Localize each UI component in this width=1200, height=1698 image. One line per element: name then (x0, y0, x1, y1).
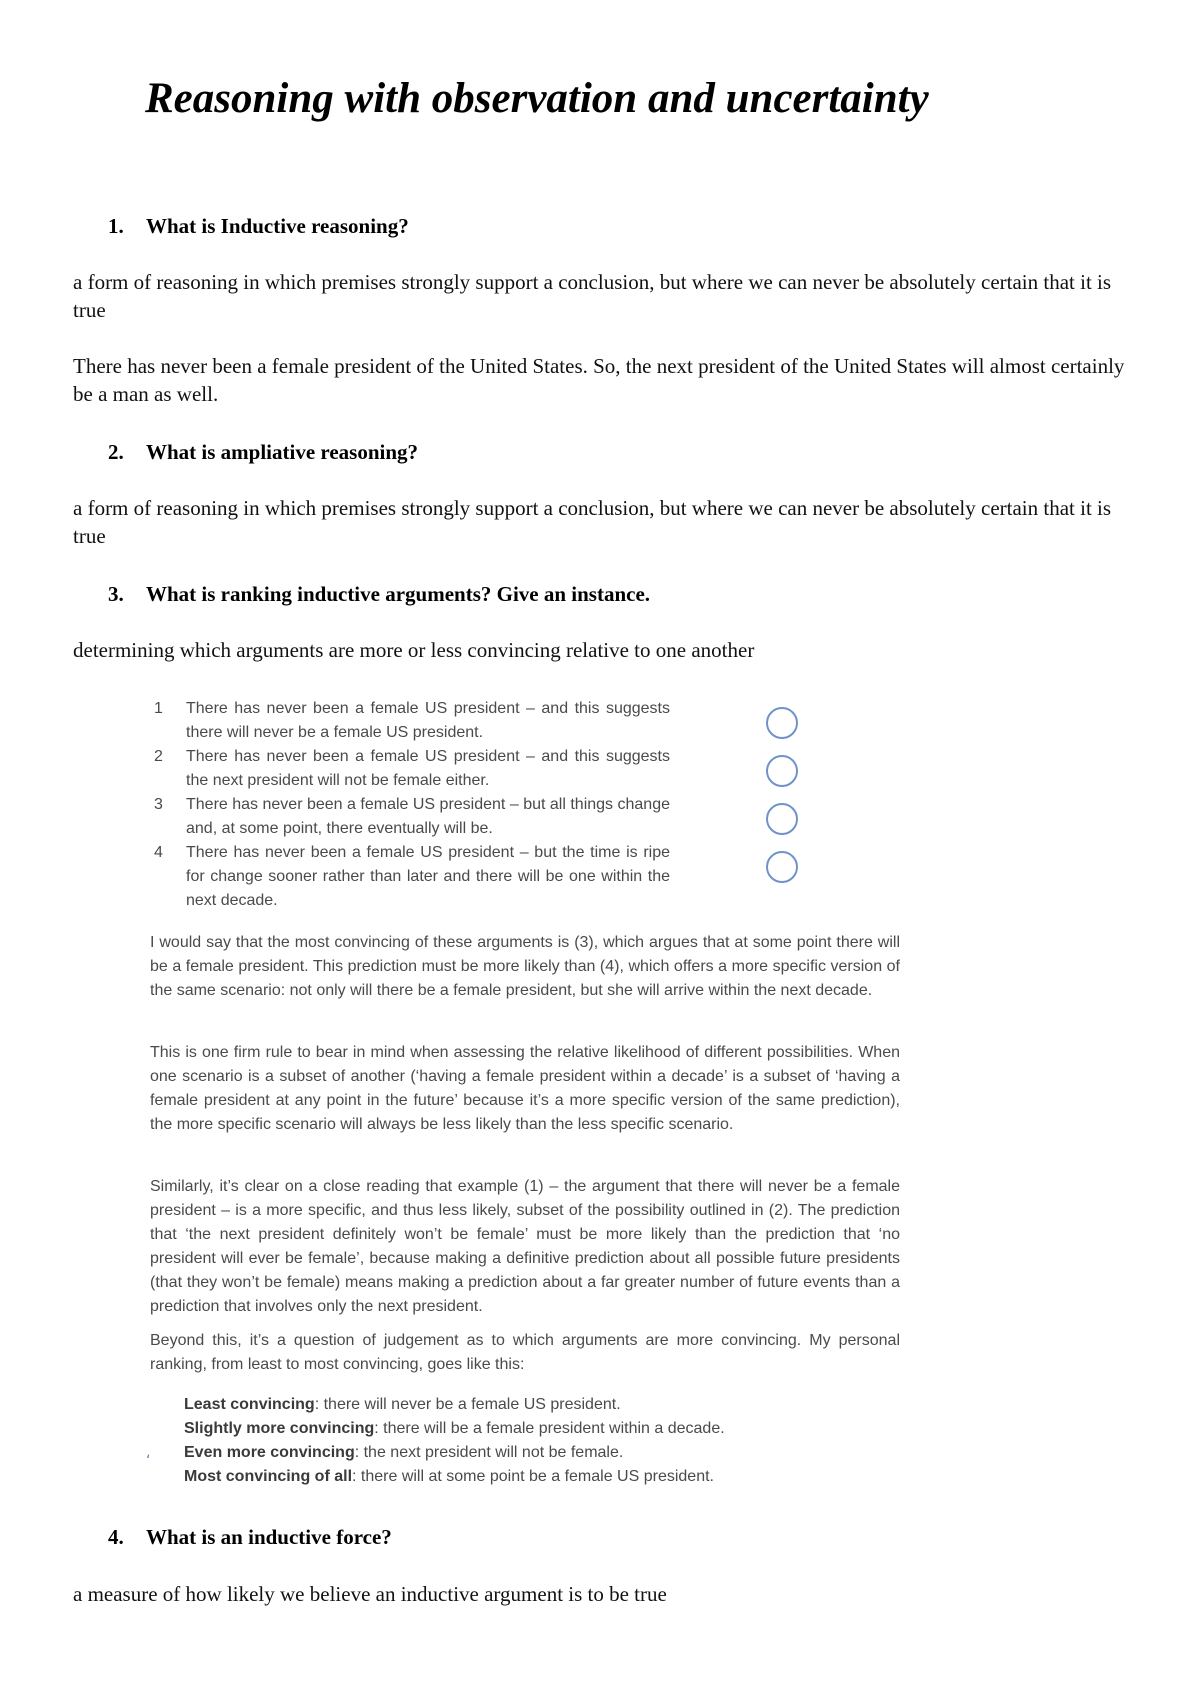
argument-text: There has never been a female US president – but the time is ripe for change sooner rather than later and there will be one within the next decade. (186, 844, 670, 909)
question-4 (108, 1525, 392, 1550)
ranking-circle-1 (766, 707, 798, 739)
ranking-circle-3 (766, 803, 798, 835)
ranking-text: : the next president will not be female. (354, 1444, 624, 1461)
argument-number: 3 (154, 796, 163, 813)
argument-list (150, 697, 910, 917)
question-text: What is ampliative reasoning? (146, 440, 419, 464)
argument-text: There has never been a female US president – and this suggests the next president will not be female either. (186, 748, 670, 789)
document-title: Reasoning with observation and uncertainty (145, 75, 929, 122)
question-2 (108, 440, 418, 465)
ranking-item (184, 1393, 621, 1417)
question-text: What is ranking inductive arguments? Give an instance. (146, 582, 651, 606)
ranking-circle-4 (766, 851, 798, 883)
ranking-text: : there will never be a female US president. (314, 1396, 621, 1413)
ranking-label: Slightly more convincing (184, 1420, 375, 1437)
excerpt-paragraph-4: Beyond this, it’s a question of judgement as to which arguments are more convincing. My personal ranking, from least to most convincing, goes like this: (150, 1332, 900, 1373)
argument-item (150, 697, 670, 745)
answer-3-definition: determining which arguments are more or less convincing relative to one another (73, 638, 755, 662)
argument-item (150, 793, 670, 841)
argument-item (150, 745, 670, 793)
ranking-label: Even more convincing (184, 1444, 355, 1461)
question-text: What is Inductive reasoning? (146, 214, 409, 238)
ranking-item (184, 1417, 725, 1441)
question-1 (108, 214, 409, 239)
book-excerpt (150, 697, 910, 1485)
argument-number: 1 (154, 700, 163, 717)
answer-1-example: There has never been a female president of the United States. So, the next president of the United States will almost certainly be a man as well. (73, 354, 1125, 406)
answer-4-definition: a measure of how likely we believe an inductive argument is to be true (73, 1582, 667, 1606)
argument-text: There has never been a female US president – and this suggests there will never be a female US president. (186, 700, 670, 741)
ranking-circle-2 (766, 755, 798, 787)
argument-number: 2 (154, 748, 163, 765)
excerpt-paragraph-1: I would say that the most convincing of these arguments is (3), which argues that at some point there will be a female president. This prediction must be more likely than (4), which offers a more specific version of the same scenario: not only will there be a female president, but she will arrive within the next decade. (150, 934, 900, 999)
answer-2-definition: a form of reasoning in which premises strongly support a conclusion, but where we can never be absolutely certain that it is true (73, 496, 1112, 548)
margin-mark: ‘ (146, 1453, 151, 1469)
question-number: 2. (108, 440, 124, 464)
excerpt-paragraph-2: This is one firm rule to bear in mind when assessing the relative likelihood of different possibilities. When one scenario is a subset of another (‘having a female president within a decade’ is a subset of ‘having a female president at any point in the future’ because it’s a more specific version of the same prediction), the more specific scenario will always be less likely than the less specific scenario. (150, 1044, 900, 1133)
question-number: 4. (108, 1525, 124, 1549)
question-3 (108, 582, 650, 607)
ranking-text: : there will at some point be a female US president. (352, 1468, 714, 1485)
ranking-item (184, 1441, 623, 1465)
ranking-label: Most convincing of all (184, 1468, 353, 1485)
ranking-item (184, 1465, 714, 1489)
excerpt-paragraph-3: Similarly, it’s clear on a close reading that example (1) – the argument that there will never be a female president – is a more specific, and thus less likely, subset of the possibility outlined in (2). The prediction that ‘the next president definitely won’t be female’ must be more likely than the prediction that ‘no president will ever be female’, because making a definitive prediction about all possible future presidents (that they won’t be female) means making a prediction about a far greater number of future events than a prediction that involves only the next president. (150, 1178, 900, 1315)
question-text: What is an inductive force? (146, 1525, 392, 1549)
ranking-text: : there will be a female president within a decade. (374, 1420, 725, 1437)
argument-text: There has never been a female US president – but all things change and, at some point, there eventually will be. (186, 796, 670, 837)
argument-item (150, 841, 670, 913)
argument-number: 4 (154, 844, 163, 861)
answer-1-definition: a form of reasoning in which premises strongly support a conclusion, but where we can never be absolutely certain that it is true (73, 270, 1112, 322)
question-number: 3. (108, 582, 124, 606)
ranking-label: Least convincing (184, 1396, 315, 1413)
question-number: 1. (108, 214, 124, 238)
